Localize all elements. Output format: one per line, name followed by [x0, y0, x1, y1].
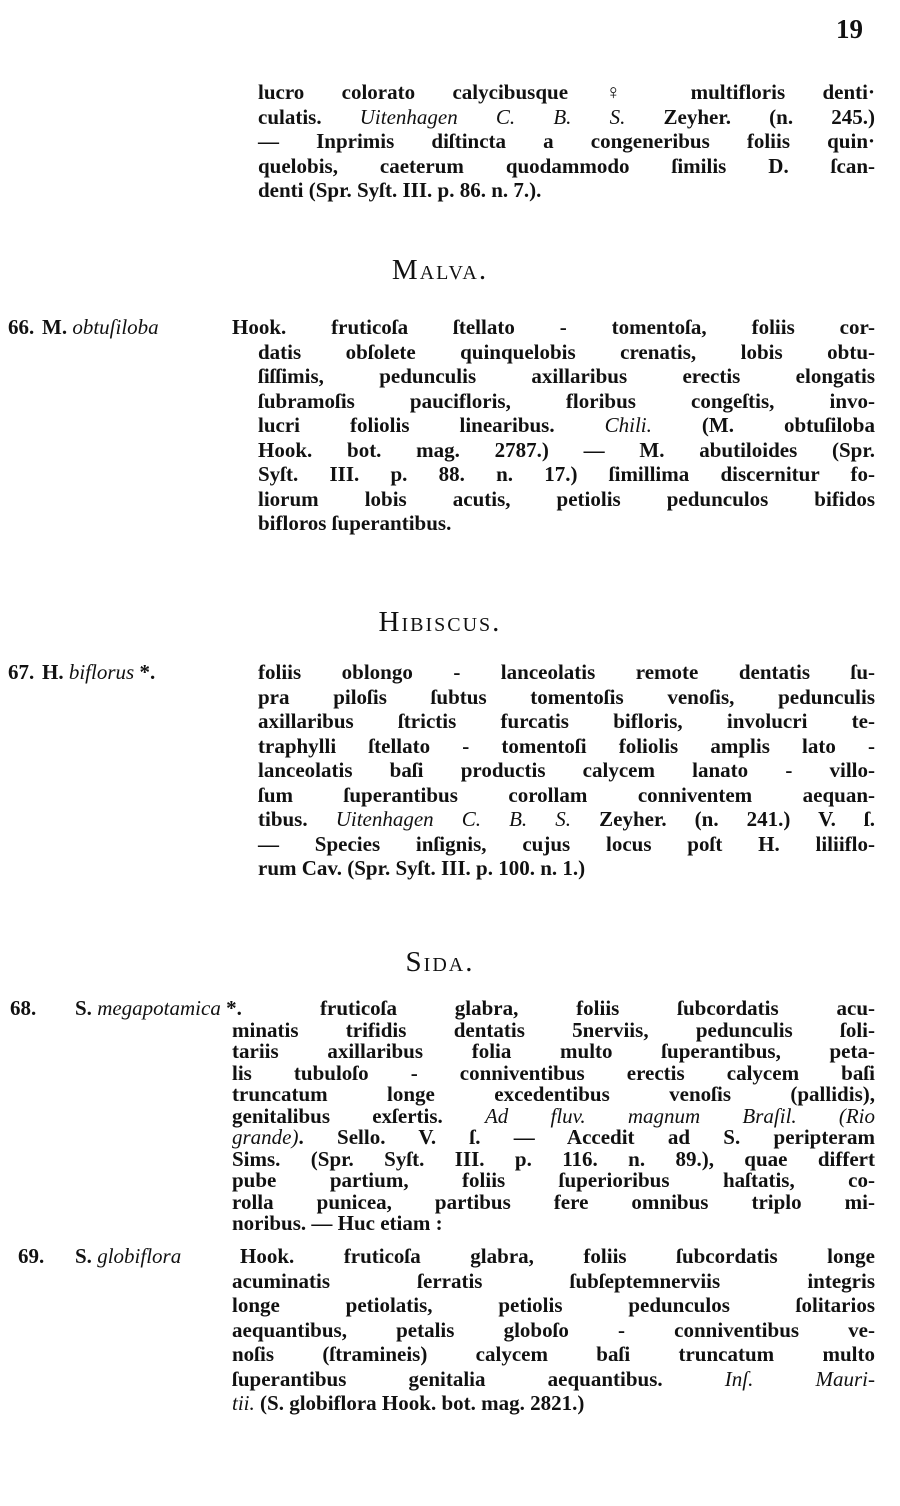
text-segment: truncatum longe excedentibus venoſis (pallidis),	[232, 1082, 875, 1106]
text-segment: pube partium, foliis ſuperioribus haſtatis, co-	[232, 1168, 875, 1192]
entry-description	[258, 340, 875, 536]
text-line	[232, 1127, 875, 1149]
text-segment: — Inprimis diſtincta a congeneribus foliis quin·	[258, 129, 875, 153]
text-segment: acuminatis ſerratis ſubſeptemnerviis integris	[232, 1268, 875, 1293]
text-segment: axillaribus ſtrictis furcatis bifloris, involucri te-	[258, 709, 875, 733]
italic-text: grande)	[232, 1125, 299, 1149]
text-line	[232, 315, 875, 340]
text-segment: Hook. fruticoſa glabra, foliis ſubcordatis longe	[240, 1244, 875, 1268]
text-line	[232, 1170, 875, 1192]
italic-text: biflorus	[68, 660, 135, 684]
text-line	[232, 1213, 875, 1235]
text-line	[258, 734, 875, 759]
text-segment: genitalibus exſertis.	[232, 1103, 485, 1128]
text-line	[232, 1342, 875, 1367]
text-segment: pra piloſis ſubtus tomentoſis venoſis, pedunculis	[258, 684, 875, 709]
text-segment: lucro colorato calycibusque ♀ multifloris denti·	[258, 80, 875, 104]
italic-text: tii.	[232, 1391, 255, 1415]
text-segment: denti (Spr. Syſt. III. p. 86. n. 7.).	[258, 178, 542, 202]
italic-text: Uitenhagen C. B. S.	[335, 807, 572, 831]
text-segment: ſiſſimis, pedunculis axillaribus erectis elongatis	[258, 364, 875, 388]
text-segment: *.	[220, 996, 242, 1020]
italic-text: megapotamica	[97, 996, 221, 1020]
text-line	[258, 685, 875, 710]
text-segment: rum Cav. (Spr. Syſt. III. p. 100. n. 1.)	[258, 856, 586, 880]
text-line	[232, 1189, 875, 1214]
text-line	[258, 709, 875, 734]
text-segment: bifloros ſuperantibus.	[258, 511, 452, 535]
text-segment: S.	[75, 996, 98, 1020]
entry-number: 68.	[10, 996, 37, 1020]
text-line	[258, 154, 875, 179]
text-segment: ſubramoſis paucifloris, floribus congeſtis, invo-	[258, 388, 875, 413]
text-segment: Syſt. III. p. 88. n. 17.) ſimillima discernitur fo-	[258, 462, 875, 486]
italic-text: Ad fluv. magnum Braſil. (Rio	[484, 1103, 875, 1128]
text-line	[258, 783, 875, 808]
text-line	[258, 487, 875, 512]
text-line	[240, 1244, 875, 1269]
italic-text: obtuſiloba	[72, 315, 159, 339]
genus-heading-hibiscus: Hibiscus.	[378, 606, 502, 638]
text-segment: lanceolatis baſi productis calycem lanato - villo-	[258, 758, 875, 782]
species-name	[75, 998, 242, 1020]
genus-heading-malva: Malva.	[391, 254, 489, 286]
text-line	[232, 1017, 875, 1042]
italic-text: globiflora	[97, 1244, 182, 1268]
text-line	[320, 998, 875, 1020]
text-segment: . Sello. V. ſ. — Accedit ad S. peripteram	[298, 1125, 875, 1149]
text-line	[258, 856, 875, 881]
text-line	[258, 462, 875, 487]
text-segment: tariis axillaribus folia multo ſuperantibus, peta-	[232, 1039, 875, 1063]
entry-description	[232, 1269, 875, 1416]
text-segment: datis obſolete quinquelobis crenatis, lobis obtu-	[258, 339, 875, 364]
text-segment: lucri foliolis linearibus.	[258, 413, 605, 437]
text-line	[232, 1318, 875, 1343]
text-segment: traphylli ſtellato - tomentoſi foliolis amplis lato -	[258, 733, 875, 758]
text-line	[258, 364, 875, 389]
text-line	[258, 178, 875, 203]
text-segment: H.	[42, 660, 69, 684]
text-line	[258, 80, 875, 105]
text-segment: Zeyher. (n. 245.)	[625, 104, 875, 129]
text-line	[258, 832, 875, 857]
text-segment: S.	[75, 1244, 98, 1268]
text-segment: (M. obtuſiloba	[651, 413, 875, 437]
text-segment: ſum ſuperantibus corollam conniventem aequan-	[258, 782, 875, 807]
entry-number: 66.	[8, 315, 35, 339]
text-line	[258, 105, 875, 130]
genus-heading-sida: Sida.	[405, 946, 475, 978]
text-segment: quelobis, caeterum quodammodo ſimilis D. ſcan-	[258, 153, 875, 178]
intro-paragraph	[258, 80, 875, 203]
text-segment: M.	[42, 315, 73, 339]
text-line	[232, 1146, 875, 1171]
text-segment: rolla punicea, partibus fere omnibus triplo mi-	[232, 1189, 875, 1214]
text-segment: fruticoſa glabra, foliis ſubcordatis acu-	[320, 996, 875, 1020]
text-line	[232, 1391, 875, 1416]
page-number: 19	[836, 14, 863, 44]
text-line	[232, 1084, 875, 1106]
text-segment: liorum lobis acutis, petiolis pedunculos bifidos	[258, 486, 875, 511]
text-segment: minatis trifidis dentatis 5nerviis, pedunculis ſoli-	[232, 1017, 875, 1042]
text-line	[258, 758, 875, 783]
entry-description	[232, 1017, 875, 1235]
text-segment: noſis (ſtramineis) calycem baſi truncatum multo	[232, 1342, 875, 1366]
text-line	[258, 511, 875, 536]
text-segment: ſuperantibus genitalia aequantibus.	[232, 1366, 725, 1391]
text-line	[258, 389, 875, 414]
text-segment: culatis.	[258, 104, 360, 129]
text-segment: noribus. — Huc etiam :	[232, 1211, 443, 1235]
text-line	[258, 807, 875, 832]
text-line	[232, 1293, 875, 1318]
species-name	[75, 1244, 181, 1269]
species-name	[42, 315, 159, 340]
italic-text: Inſ. Mauri-	[724, 1366, 875, 1391]
text-line	[258, 340, 875, 365]
entry-number: 67.	[8, 660, 35, 684]
text-line	[232, 1041, 875, 1063]
text-segment: aequantibus, petalis globoſo - conniventibus ve-	[232, 1317, 875, 1342]
species-name	[42, 660, 155, 685]
text-line	[258, 129, 875, 154]
text-segment: tibus.	[258, 807, 336, 831]
text-segment: Zeyher. (n. 241.) V. ſ.	[571, 807, 876, 831]
entry-description	[258, 685, 875, 881]
text-line	[232, 1269, 875, 1294]
text-segment: lis tubuloſo - conniventibus erectis calycem baſi	[232, 1060, 875, 1085]
text-segment: longe petiolatis, petiolis pedunculos ſolitarios	[232, 1293, 875, 1317]
text-segment: Sims. (Spr. Syſt. III. p. 116. n. 89.), quae differt	[232, 1146, 875, 1171]
text-segment: foliis oblongo - lanceolatis remote dentatis ſu-	[258, 660, 875, 684]
text-line	[258, 438, 875, 463]
text-segment: Hook. bot. mag. 2787.) — M. abutiloides (Spr.	[258, 437, 875, 462]
entry-number: 69.	[18, 1244, 45, 1268]
text-line	[258, 413, 875, 438]
text-segment: — Species inſignis, cujus locus poſt H. liliiflo-	[258, 831, 875, 856]
italic-text: Chili.	[604, 413, 652, 437]
italic-text: Uitenhagen C. B. S.	[359, 104, 626, 129]
text-line	[232, 1103, 875, 1128]
text-segment: Hook. fruticoſa ſtellato - tomentoſa, foliis cor-	[232, 315, 875, 339]
text-line	[258, 660, 875, 685]
text-segment: (S. globiflora Hook. bot. mag. 2821.)	[254, 1391, 585, 1415]
text-line	[232, 1060, 875, 1085]
text-segment: *.	[134, 660, 156, 684]
text-line	[232, 1367, 875, 1392]
